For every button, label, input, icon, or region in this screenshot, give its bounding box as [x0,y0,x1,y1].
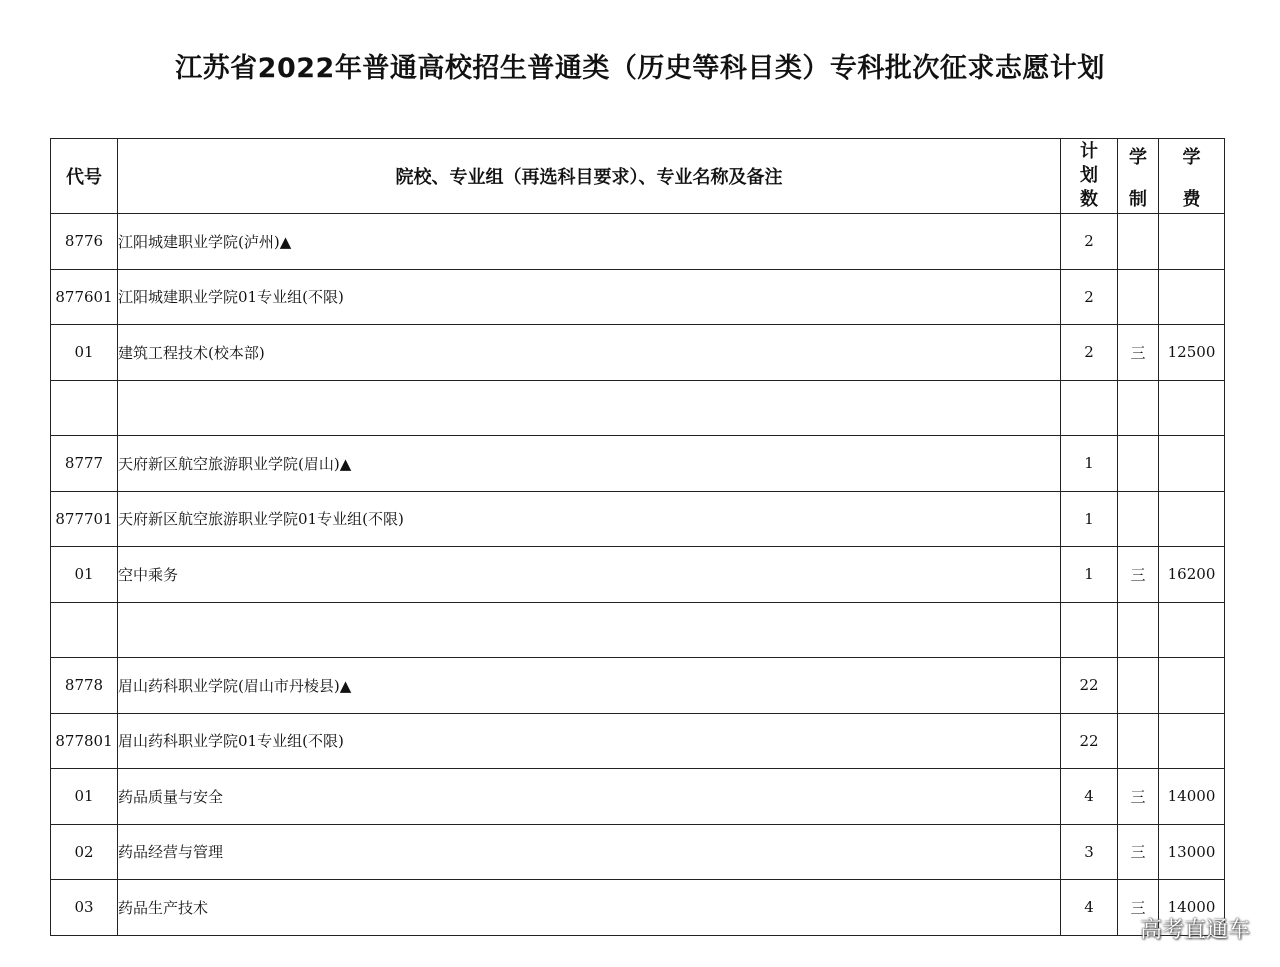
row-code-cell: 8777 [51,436,118,492]
row-plan-cell: 4 [1061,880,1118,936]
header-duration-char-1: 学 [1129,147,1147,168]
row-name-cell: 建筑工程技术(校本部) [118,325,1061,381]
enrollment-plan-table [50,138,1225,936]
row-fee-cell: 12500 [1159,325,1225,381]
row-duration-cell [1118,602,1159,658]
table-row [51,269,1225,325]
row-duration-cell: 三 [1118,325,1159,381]
header-fee [1159,139,1225,214]
row-name-cell: 眉山药科职业学院01专业组(不限) [118,713,1061,769]
row-code-cell: 877701 [51,491,118,547]
row-name-cell [118,602,1061,658]
row-duration-cell [1118,713,1159,769]
header-fee-char-2: 费 [1182,189,1201,210]
header-plan-char-2: 划 [1080,165,1098,186]
header-name: 院校、专业组（再选科目要求）、专业名称及备注 [118,139,1061,214]
watermark-logo: 高考直通车 [1139,918,1250,943]
row-code-cell: 03 [51,880,118,936]
row-code-cell: 877601 [51,269,118,325]
header-plan [1061,139,1118,214]
row-fee-cell [1159,380,1225,436]
row-name-cell: 天府新区航空旅游职业学院(眉山)▲ [118,436,1061,492]
row-fee-cell: 16200 [1159,547,1225,603]
header-fee-char-1: 学 [1182,147,1201,168]
row-duration-cell [1118,491,1159,547]
header-plan-char-3: 数 [1080,189,1098,210]
row-plan-cell: 2 [1061,214,1118,270]
table-row [51,880,1225,936]
row-plan-cell: 2 [1061,269,1118,325]
row-fee-cell [1159,436,1225,492]
row-fee-cell [1159,491,1225,547]
header-plan-char-1: 计 [1080,141,1098,162]
row-fee-cell [1159,713,1225,769]
row-duration-cell [1118,380,1159,436]
row-name-cell: 药品生产技术 [118,880,1061,936]
row-duration-cell [1118,658,1159,714]
row-name-cell: 天府新区航空旅游职业学院01专业组(不限) [118,491,1061,547]
table-row [51,380,1225,436]
row-code-cell [51,380,118,436]
row-plan-cell: 4 [1061,769,1118,825]
row-plan-cell: 2 [1061,325,1118,381]
row-duration-cell [1118,269,1159,325]
table-row [51,436,1225,492]
table-row [51,713,1225,769]
row-code-cell: 01 [51,547,118,603]
row-code-cell: 8778 [51,658,118,714]
table-row [51,602,1225,658]
row-name-cell: 江阳城建职业学院(泸州)▲ [118,214,1061,270]
row-code-cell: 877801 [51,713,118,769]
row-duration-cell: 三 [1118,547,1159,603]
row-code-cell: 02 [51,824,118,880]
row-name-cell: 药品经营与管理 [118,824,1061,880]
row-fee-cell: 13000 [1159,824,1225,880]
row-plan-cell: 1 [1061,491,1118,547]
row-duration-cell: 三 [1118,880,1159,936]
header-duration [1118,139,1159,214]
row-fee-cell: 14000 [1159,880,1225,936]
row-fee-cell: 14000 [1159,769,1225,825]
row-duration-cell [1118,436,1159,492]
row-name-cell: 江阳城建职业学院01专业组(不限) [118,269,1061,325]
row-plan-cell [1061,380,1118,436]
row-fee-cell [1159,602,1225,658]
row-duration-cell: 三 [1118,824,1159,880]
row-code-cell: 01 [51,769,118,825]
row-plan-cell: 1 [1061,436,1118,492]
table-row [51,769,1225,825]
row-duration-cell: 三 [1118,769,1159,825]
table-row [51,214,1225,270]
header-code: 代号 [51,139,118,214]
table-row [51,491,1225,547]
row-name-cell: 药品质量与安全 [118,769,1061,825]
row-plan-cell: 22 [1061,658,1118,714]
row-fee-cell [1159,269,1225,325]
row-code-cell [51,602,118,658]
table-body [51,214,1225,936]
row-fee-cell [1159,214,1225,270]
table-row [51,658,1225,714]
table-header-row [51,139,1225,214]
row-name-cell: 空中乘务 [118,547,1061,603]
row-plan-cell: 22 [1061,713,1118,769]
table-row [51,325,1225,381]
row-duration-cell [1118,214,1159,270]
row-plan-cell [1061,602,1118,658]
row-plan-cell: 1 [1061,547,1118,603]
row-plan-cell: 3 [1061,824,1118,880]
table-row [51,824,1225,880]
header-duration-char-2: 制 [1129,189,1147,210]
row-fee-cell [1159,658,1225,714]
row-name-cell: 眉山药科职业学院(眉山市丹棱县)▲ [118,658,1061,714]
page-title: 江苏省2022年普通高校招生普通类（历史等科目类）专科批次征求志愿计划 [175,53,1105,84]
row-code-cell: 8776 [51,214,118,270]
row-code-cell: 01 [51,325,118,381]
row-name-cell [118,380,1061,436]
table-row [51,547,1225,603]
